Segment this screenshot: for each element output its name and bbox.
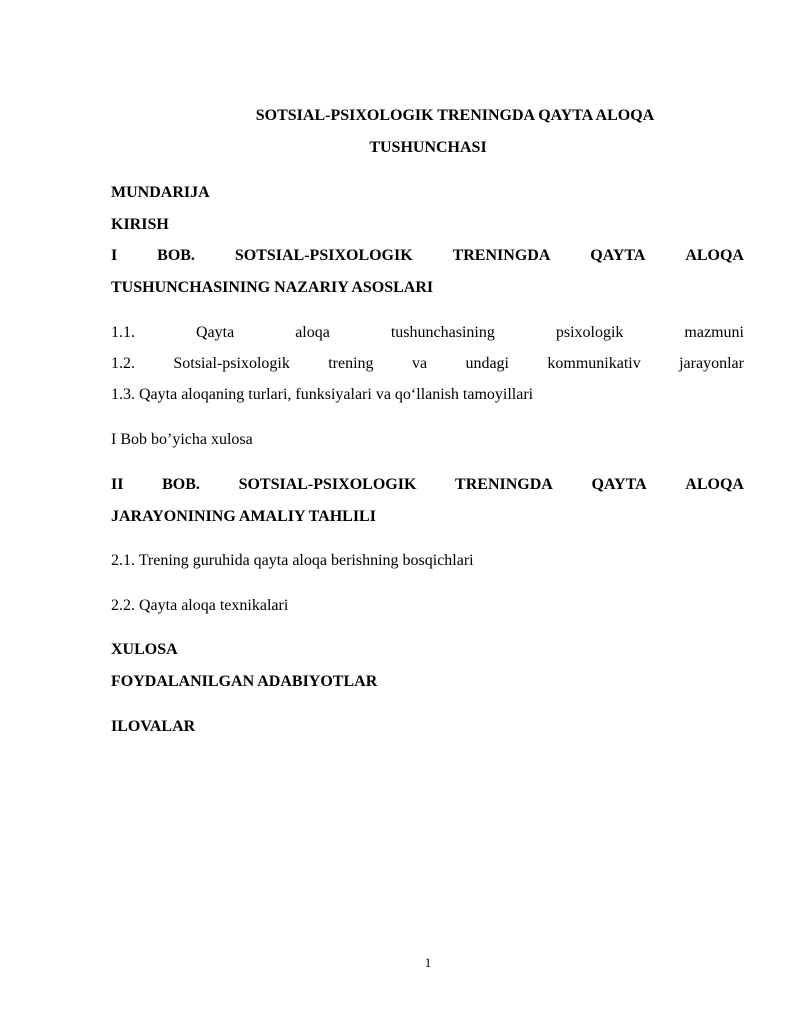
chapter-1-word: BOB. [157,247,195,264]
chapter-2-word: ALOQA [685,476,744,493]
section-1-1-word: aloqa [295,324,330,341]
section-1-2-word: 1.2. [111,355,135,372]
section-1-1-word: Qayta [196,324,235,341]
chapter-2-heading-line-2: JARAYONINING AMALIY TAHLILI [111,508,376,525]
chapter-1-word: TRENINGDA [452,247,551,264]
chapter-1-word: I [111,247,118,264]
document-title-line-2: TUSHUNCHASI [369,139,487,156]
section-1-3: 1.3. Qayta aloqaning turlari, funksiyalari va qo‘llanish tamoyillari [111,386,534,403]
chapter-2-word: II [111,476,124,493]
references-heading: FOYDALANILGAN ADABIYOTLAR [111,673,378,690]
section-1-2-word: kommunikativ [547,355,641,372]
section-1-1-word: tushunchasining [390,324,495,341]
document-title-line-1: SOTSIAL-PSIXOLOGIK TRENINGDA QAYTA ALOQA [255,107,655,124]
section-1-2-word: va [411,355,428,372]
chapter-2-word: QAYTA [591,476,647,493]
section-1-2 [111,354,744,374]
section-1-1 [111,323,744,343]
chapter-2-heading-line-1 [111,475,744,495]
section-1-2-word: Sotsial-psixologik [173,355,290,372]
section-1-2-word: jarayonlar [679,355,744,372]
chapter-2-word: BOB. [162,476,200,493]
chapter-2-word: SOTSIAL-PSIXOLOGIK [238,476,417,493]
section-1-2-word: undagi [465,355,509,372]
chapter-1-word: ALOQA [685,247,744,264]
chapter-1-word: QAYTA [590,247,646,264]
chapter-2-word: TRENINGDA [455,476,553,493]
page-number: 1 [424,955,432,970]
conclusion-heading: XULOSA [111,641,178,658]
section-1-1-word: mazmuni [684,324,744,341]
chapter-1-word: SOTSIAL-PSIXOLOGIK [234,247,413,264]
section-1-2-word: trening [328,355,374,372]
chapter-1-heading-line-2: TUSHUNCHASINING NAZARIY ASOSLARI [111,279,434,296]
chapter-1-heading-line-1 [111,246,744,266]
appendices-heading: ILOVALAR [111,718,196,735]
intro-heading: KIRISH [111,216,169,233]
section-1-1-word: psixologik [555,324,624,341]
contents-heading: MUNDARIJA [111,184,210,201]
section-1-1-word: 1.1. [111,324,135,341]
section-2-1: 2.1. Trening guruhida qayta aloqa berishning bosqichlari [111,552,474,569]
section-2-2: 2.2. Qayta aloqa texnikalari [111,597,289,614]
chapter-1-conclusion: I Bob bo’yicha xulosa [111,431,253,448]
